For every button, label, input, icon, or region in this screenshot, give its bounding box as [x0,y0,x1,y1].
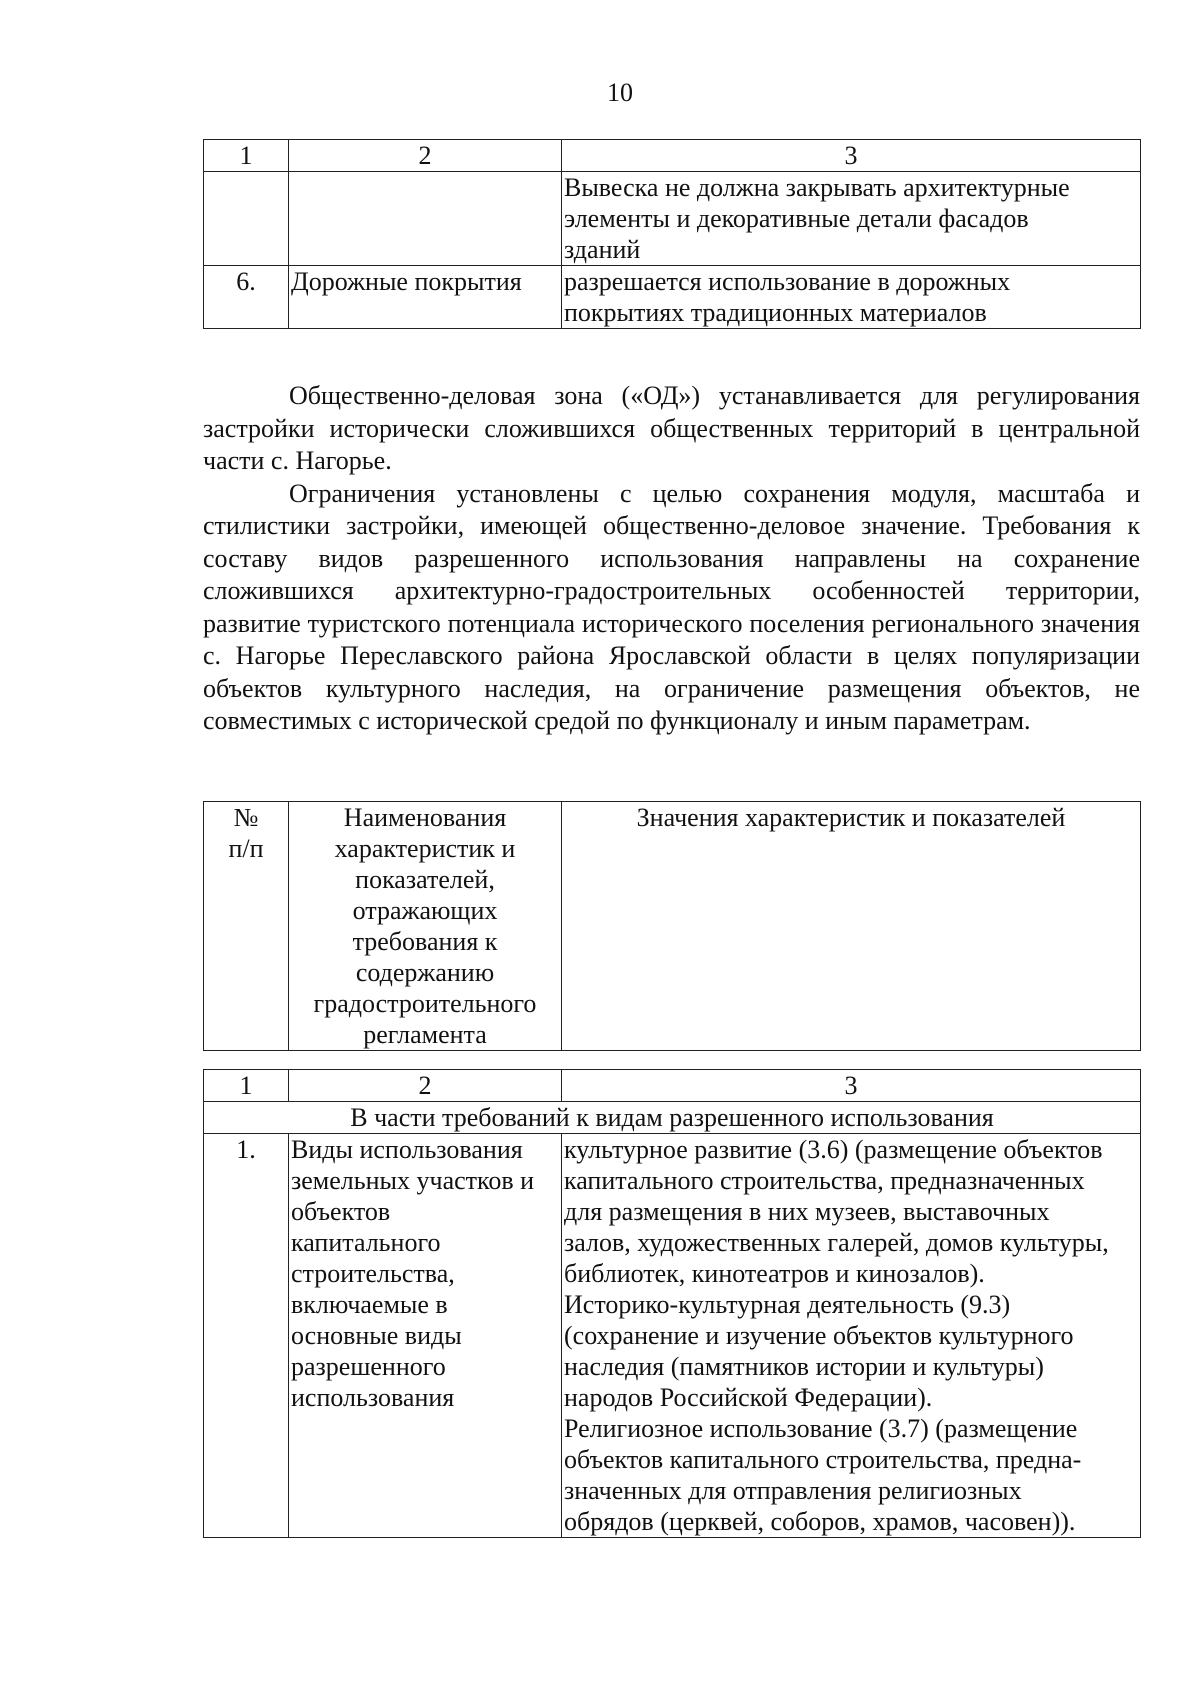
section-row [204,1102,1141,1134]
continuation-table [203,139,1141,329]
characteristics-table [203,1069,1141,1538]
column-number-3: 3 [562,1070,1141,1102]
text-line: отражающих [352,896,498,925]
text-line: объектов [291,1197,391,1226]
text-line: обрядов (церквей, соборов, храмов, часовен)). [564,1507,1076,1536]
column-number-1: 1 [204,1070,289,1102]
text-line: (сохранение и изучение объектов культурного [564,1321,1074,1350]
text-line: содержанию [355,958,495,987]
header-number [204,802,289,1051]
text-line: использования [291,1383,455,1412]
row-name [289,1134,562,1538]
text-line: наследия (памятников истории и культуры) [564,1352,1044,1381]
row-value [562,1134,1141,1538]
text-line: Наименования [343,803,507,832]
text-line: культурное развитие (3.6) (размещение объектов [564,1135,1103,1164]
row-number: 1. [204,1134,289,1538]
text-line: элементы и декоративные детали фасадов [564,204,1029,233]
text-line: разрешается использование в дорожных [564,267,1011,296]
text-line: разрешенного [291,1352,446,1381]
table-row [204,266,1141,329]
signage-text [562,172,1141,266]
empty-cell [204,172,289,266]
text-line: строительства, [291,1259,455,1288]
body-text [203,380,1140,738]
text-line: библиотек, кинотеатров и кинозалов). [564,1259,985,1288]
empty-cell [289,172,562,266]
text-line: капитального строительства, предназначенных [564,1166,1085,1195]
column-number-1: 1 [204,140,289,172]
text-line: основные виды [291,1321,462,1350]
column-number-2: 2 [289,1070,562,1102]
text-line: Виды использования [291,1135,523,1164]
text-line: включаемые в [291,1290,448,1319]
column-number-2: 2 [289,140,562,172]
text-line: капитального [291,1228,441,1257]
paragraph-restrictions: Ограничения установлены с целью сохранения модуля, масштаба и стилистики застройки, имеющей общественно-деловое значение. Требования к составу видов разрешенного использования направлены на сохранение сложившихся архитектурно-градостроительных особенностей территории, развитие туристского потенциала исторического поселения регионального значения с. Нагорье Переславского района Ярославской области в целях популяризации объектов культурного наследия, на ограничение размещения объектов, не совместимых с исторической средой по функционалу и иным параметрам. [203,478,1140,735]
page-number: 10 [607,78,633,107]
row-number: 6. [204,266,289,329]
text-line: народов Российской Федерации). [564,1383,933,1412]
text-line: значенных для отправления религиозных [564,1476,1022,1505]
table-row [204,172,1141,266]
text-line: Религиозное использование (3.7) (размещение [564,1414,1078,1443]
header-name [289,802,562,1051]
table-row [204,1134,1141,1538]
text-line: залов, художественных галерей, домов культуры, [564,1228,1109,1257]
text-line: для размещения в них музеев, выставочных [564,1197,1050,1226]
column-number-row [204,140,1141,172]
column-number-3: 3 [562,140,1141,172]
row-value [562,266,1141,329]
text-line: градостроительного [313,989,537,1018]
text-line: п/п [228,834,264,863]
text-line: земельных участков и [291,1166,535,1195]
row-name: Дорожные покрытия [289,266,562,329]
text-line: зданий [564,235,641,264]
text-line: покрытиях традиционных материалов [564,298,987,327]
header-values: Значения характеристик и показателей [562,802,1141,1051]
text-line: № [233,803,259,832]
text-line: Историко-культурная деятельность (9.3) [564,1290,1011,1319]
header-row [204,802,1141,1051]
text-line: Вывеска не должна закрывать архитектурные [564,173,1070,202]
text-line: показателей, [355,865,495,894]
column-number-row [204,1070,1141,1102]
text-line: характеристик и [334,834,516,863]
text-line: регламента [363,1020,487,1049]
text-line: объектов капитального строительства, предна- [564,1445,1082,1474]
section-title: В части требований к видам разрешенного использования [204,1102,1141,1134]
text-line: требования к [352,927,498,956]
paragraph-zone-description: Общественно-деловая зона («ОД») устанавливается для регулирования застройки исторически сложившихся общественных территорий в центральной части с. Нагорье. [203,381,1140,475]
characteristics-header-table [203,801,1141,1051]
